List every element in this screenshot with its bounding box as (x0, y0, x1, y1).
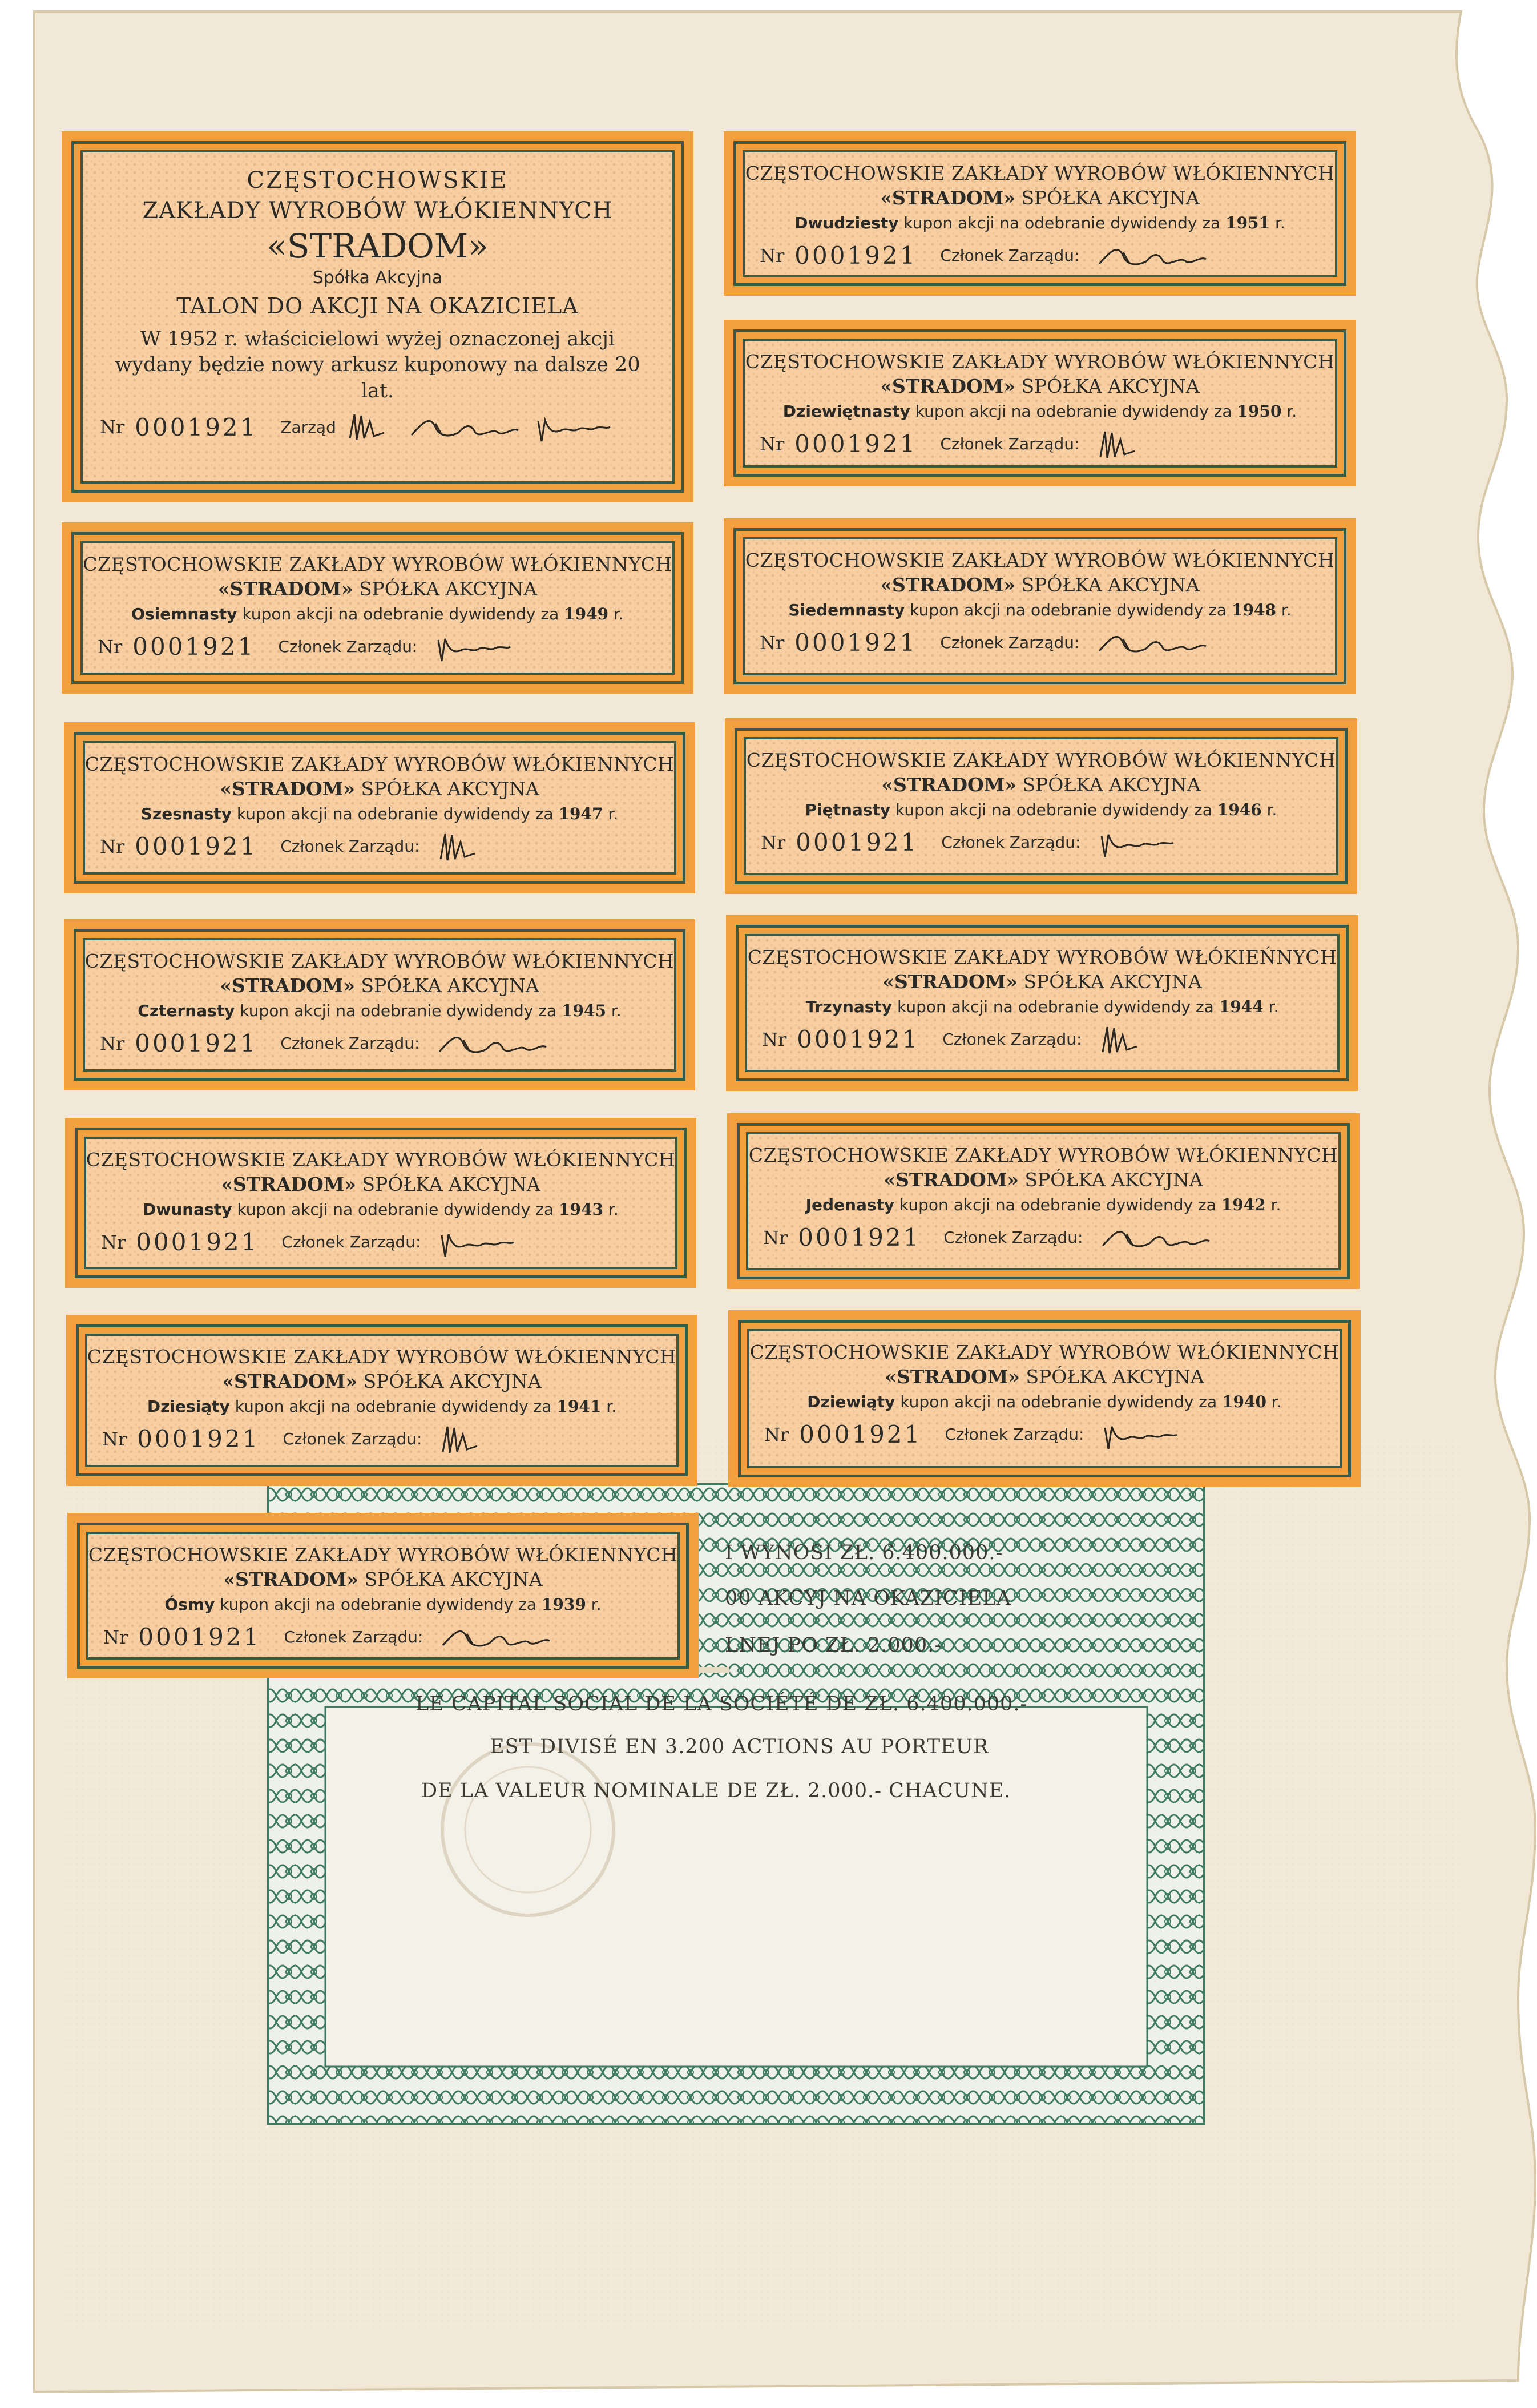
dividend-coupon (725, 718, 1357, 894)
coupon-mid-text: kupon akcji na odebranie dywidendy za (899, 1195, 1216, 1214)
coupon-stradom-name: «STRADOM» (885, 1365, 1020, 1388)
handwritten-signature-icon (1090, 1221, 1221, 1255)
coupon-stradom (884, 1169, 1203, 1191)
coupon-r: r. (606, 1396, 617, 1416)
coupon-number: 0001921 (799, 1420, 922, 1449)
coupon-sa: SPÓŁKA AKCYJNA (1021, 186, 1200, 209)
coupon-company: CZĘSTOCHOWSKIE ZAKŁADY WYROBÓW WŁÓKIENNYCH (745, 162, 1335, 184)
coupon-ordinal: Siedemnasty (788, 600, 905, 619)
coupon-stradom-name: «STRADOM» (880, 186, 1015, 209)
coupon-nr-label: Nr (762, 1028, 787, 1050)
coupon-member-label: Członek Zarządu: (284, 1628, 423, 1647)
coupon-nr-label: Nr (763, 1226, 788, 1249)
coupon-stradom (221, 1173, 540, 1196)
coupon-company: CZĘSTOCHOWSKIE ZAKŁADY WYROBÓW WŁÓKIENNYCH (84, 950, 675, 972)
handwritten-signature-icon (1087, 826, 1219, 860)
talon-title: TALON DO AKCJI NA OKAZICIELA (176, 293, 579, 319)
coupon-ordinal: Dwudziesty (794, 213, 899, 232)
coupon-mid-text: kupon akcji na odebranie dywidendy za (897, 997, 1214, 1016)
coupon-year: 1949 (564, 604, 609, 623)
talon-company-line1: CZĘSTOCHOWSKIE (247, 167, 509, 194)
capital-pl-line2: 00 AKCYJ NA OKAZICIELA (725, 1587, 1011, 1610)
coupon-company: CZĘSTOCHOWSKIE ZAKŁADY WYROBÓW WŁÓKIENNYCH (86, 1149, 676, 1171)
dividend-coupon (66, 1315, 697, 1486)
coupon-year: 1942 (1221, 1195, 1266, 1214)
coupon-member-label: Członek Zarządu: (941, 833, 1081, 852)
coupon-stradom-name: «STRADOM» (222, 1370, 357, 1392)
coupon-nr-label: Nr (101, 1231, 126, 1253)
coupon-description (147, 1396, 616, 1416)
coupon-sa: SPÓŁKA AKCYJNA (364, 1568, 543, 1590)
coupon-stradom-name: «STRADOM» (880, 573, 1015, 596)
coupon-year: 1950 (1237, 401, 1282, 421)
talon-company-line2: ZAKŁADY WYROBÓW WŁÓKIENNYCH (142, 198, 613, 224)
coupon-r: r. (608, 1199, 619, 1219)
coupon-nr-label: Nr (760, 244, 785, 267)
coupon-stradom (880, 574, 1199, 597)
coupon-description (143, 1199, 618, 1219)
coupon-stradom (223, 1568, 542, 1591)
coupon-stradom-name: «STRADOM» (217, 577, 353, 600)
coupon-sa: SPÓŁKA AKCYJNA (1022, 773, 1201, 796)
handwritten-signature-icon (1088, 1022, 1220, 1057)
coupon-number: 0001921 (798, 1223, 921, 1252)
talon-stradom: «STRADOM» (267, 227, 489, 265)
coupon-number: 0001921 (138, 1623, 261, 1652)
coupon-year: 1946 (1217, 800, 1262, 819)
coupon-ordinal: Dziewiąty (807, 1392, 895, 1411)
coupon-description (794, 213, 1285, 233)
handwritten-signature-icon (1091, 1418, 1222, 1452)
coupon-number: 0001921 (135, 1029, 258, 1058)
coupon-member-label: Członek Zarządu: (940, 434, 1080, 454)
talon-notice-line1: W 1952 r. właścicielowi wyżej oznaczonej akcji (140, 327, 615, 351)
coupon-nr-label: Nr (98, 635, 123, 658)
coupon-company: CZĘSTOCHOWSKIE ZAKŁADY WYROBÓW WŁÓKIENNYCH (88, 1544, 678, 1566)
coupon-stradom-name: «STRADOM» (882, 970, 1018, 993)
coupon-ordinal: Piętnasty (805, 800, 891, 819)
coupon-mid-text: kupon akcji na odebranie dywidendy za (900, 1392, 1217, 1411)
coupon-stradom-name: «STRADOM» (880, 375, 1015, 397)
coupon-stradom-name: «STRADOM» (220, 974, 355, 997)
coupon-r: r. (1266, 800, 1277, 819)
coupon-stradom-name: «STRADOM» (223, 1568, 358, 1590)
handwritten-signature-icon (429, 1422, 560, 1456)
capital-pl-line3: LNEJ PO ZŁ. 2.000.- (725, 1634, 942, 1657)
coupon-mid-text: kupon akcji na odebranie dywidendy za (895, 800, 1212, 819)
capital-fr-line2: EST DIVISÉ EN 3.200 ACTIONS AU PORTEUR (490, 1735, 989, 1758)
coupon-year: 1947 (558, 804, 603, 823)
coupon-mid-text: kupon akcji na odebranie dywidendy za (903, 213, 1221, 232)
coupon-sa: SPÓŁKA AKCYJNA (1026, 1365, 1204, 1388)
coupon-description (788, 600, 1291, 620)
coupon-year: 1939 (541, 1594, 586, 1614)
coupon-mid-text: kupon akcji na odebranie dywidendy za (242, 604, 559, 623)
coupon-sa: SPÓŁKA AKCYJNA (1024, 1168, 1203, 1191)
coupon-member-label: Członek Zarządu: (940, 633, 1080, 653)
coupon-member-label: Członek Zarządu: (280, 837, 420, 856)
coupon-stradom-name: «STRADOM» (884, 1168, 1019, 1191)
dividend-coupon (64, 919, 695, 1090)
handwritten-signature-icon (426, 1026, 558, 1061)
coupon-nr-label: Nr (103, 1626, 128, 1648)
coupon-stradom (880, 187, 1199, 210)
coupon-stradom (222, 1370, 541, 1393)
coupon-ordinal: Dwunasty (143, 1199, 232, 1219)
handwritten-signature-icon (1086, 626, 1217, 660)
handwritten-signature-icon (427, 1225, 559, 1259)
talon-coupon (62, 131, 693, 502)
handwritten-signature-icon (407, 410, 521, 444)
coupon-sa: SPÓŁKA AKCYJNA (362, 1173, 540, 1195)
coupon-company: CZĘSTOCHOWSKIE ZAKŁADY WYROBÓW WŁÓKIENNYCH (745, 549, 1335, 571)
coupon-year: 1940 (1222, 1392, 1266, 1411)
coupon-mid-text: kupon akcji na odebranie dywidendy za (237, 1199, 554, 1219)
coupon-number: 0001921 (797, 1025, 920, 1054)
coupon-r: r. (1271, 1392, 1282, 1411)
dividend-coupon (726, 915, 1358, 1091)
coupon-year: 1941 (556, 1396, 602, 1416)
coupon-stradom (880, 375, 1199, 398)
handwritten-signature-icon (424, 630, 555, 664)
coupon-number: 0001921 (794, 430, 918, 458)
coupon-member-label: Członek Zarządu: (278, 637, 418, 657)
coupon-stradom-name: «STRADOM» (881, 773, 1016, 796)
coupon-company: CZĘSTOCHOWSKIE ZAKŁADY WYROBÓW WŁÓKIENNYCH (746, 749, 1336, 771)
coupon-number: 0001921 (135, 832, 258, 861)
coupon-stradom (881, 774, 1200, 796)
coupon-company: CZĘSTOCHOWSKIE ZAKŁADY WYROBÓW WŁÓKIENNYCH (745, 351, 1335, 373)
coupon-ordinal: Trzynasty (805, 997, 893, 1016)
coupon-sa: SPÓŁKA AKCYJNA (1021, 375, 1200, 397)
coupon-number: 0001921 (137, 1425, 260, 1453)
coupon-year: 1943 (559, 1199, 603, 1219)
coupon-ordinal: Szesnasty (140, 804, 232, 823)
coupon-ordinal: Osiemnasty (131, 604, 237, 623)
coupon-sa: SPÓŁKA AKCYJNA (361, 974, 539, 997)
dividend-coupon (67, 1513, 699, 1678)
coupon-description (141, 804, 619, 824)
coupon-ordinal: Jedenasty (805, 1195, 895, 1214)
coupon-r: r. (608, 804, 619, 823)
dividend-coupon (724, 131, 1356, 296)
coupon-r: r. (591, 1594, 602, 1614)
coupon-mid-text: kupon akcji na odebranie dywidendy za (220, 1594, 536, 1614)
coupon-r: r. (613, 604, 624, 623)
coupon-stradom (220, 778, 539, 800)
coupon-description (807, 1392, 1281, 1412)
coupon-description (783, 401, 1297, 421)
handwritten-signature-icon (344, 410, 396, 444)
coupon-stradom (218, 578, 537, 601)
coupon-number: 0001921 (796, 828, 919, 857)
coupon-year: 1944 (1219, 997, 1264, 1016)
coupon-mid-text: kupon akcji na odebranie dywidendy za (235, 1396, 552, 1416)
coupon-nr-label: Nr (102, 1428, 127, 1450)
coupon-r: r. (1274, 213, 1285, 232)
coupon-nr-label: Nr (764, 1423, 789, 1445)
coupon-ordinal: Dziewiętnasty (782, 401, 910, 421)
coupon-company: CZĘSTOCHOWSKIE ZAKŁADY WYROBÓW WŁÓKIENNYCH (83, 553, 672, 575)
coupon-nr-label: Nr (760, 433, 785, 455)
coupon-sa: SPÓŁKA AKCYJNA (1021, 573, 1200, 596)
dividend-coupon (724, 320, 1356, 486)
coupon-company: CZĘSTOCHOWSKIE ZAKŁADY WYROBÓW WŁÓKIENNYCH (748, 1144, 1338, 1166)
coupon-year: 1951 (1225, 213, 1270, 232)
capital-fr-line1: LE CAPITAL SOCIAL DE LA SOCIÉTÉ DE ZŁ. 6.400.000.- (415, 1693, 1028, 1716)
dividend-coupon (62, 522, 693, 694)
coupon-number: 0001921 (136, 1228, 259, 1257)
coupon-stradom-name: «STRADOM» (221, 1173, 356, 1195)
dividend-coupon (64, 722, 695, 893)
coupon-r: r. (1268, 997, 1279, 1016)
coupon-number: 0001921 (794, 629, 918, 657)
coupon-company: CZĘSTOCHOWSKIE ZAKŁADY WYROBÓW WŁÓKIENNYCH (749, 1341, 1340, 1363)
coupon-number: 0001921 (132, 633, 256, 661)
coupon-company: CZĘSTOCHOWSKIE ZAKŁADY WYROBÓW WŁÓKIEŃNYCH (747, 946, 1337, 968)
coupon-ordinal: Czternasty (138, 1001, 235, 1020)
coupon-company: CZĘSTOCHOWSKIE ZAKŁADY WYROBÓW WŁÓKIENNYCH (87, 1346, 677, 1368)
coupon-stradom (220, 975, 539, 997)
coupon-member-label: Członek Zarządu: (283, 1430, 422, 1449)
talon-board-label: Zarząd (280, 417, 336, 437)
dividend-coupon (65, 1118, 696, 1288)
coupon-description (164, 1594, 601, 1614)
coupon-description (138, 1001, 621, 1021)
coupon-r: r. (1281, 600, 1292, 619)
coupon-sa: SPÓŁKA AKCYJNA (361, 777, 539, 800)
coupon-description (805, 800, 1277, 820)
capital-fr-line3: DE LA VALEUR NOMINALE DE ZŁ. 2.000.- CHACUNE. (421, 1779, 1011, 1802)
coupon-nr-label: Nr (100, 1032, 125, 1054)
coupon-mid-text: kupon akcji na odebranie dywidendy za (915, 401, 1232, 421)
coupon-member-label: Członek Zarządu: (945, 1425, 1084, 1444)
embossed-seal-icon (434, 1735, 622, 1924)
coupon-sa: SPÓŁKA AKCYJNA (363, 1370, 542, 1392)
handwritten-signature-icon (426, 829, 558, 864)
coupon-ordinal: Dziesiąty (147, 1396, 230, 1416)
coupon-ordinal: Ósmy (164, 1594, 215, 1614)
coupon-mid-text: kupon akcji na odebranie dywidendy za (236, 804, 554, 823)
coupon-member-label: Członek Zarządu: (281, 1233, 421, 1252)
coupon-year: 1945 (562, 1001, 606, 1020)
coupon-description (806, 1195, 1281, 1215)
dividend-coupon (724, 518, 1356, 694)
coupon-r: r. (611, 1001, 622, 1020)
handwritten-signature-icon (430, 1620, 561, 1654)
handwritten-signature-icon (1086, 427, 1217, 461)
dividend-coupon (728, 1310, 1361, 1487)
talon-notice-line2: wydany będzie nowy arkusz kuponowy na dalsze 20 lat. (115, 353, 640, 402)
coupon-member-label: Członek Zarządu: (942, 1030, 1082, 1049)
coupon-stradom (882, 971, 1201, 993)
coupon-member-label: Członek Zarządu: (940, 246, 1080, 265)
handwritten-signature-icon (532, 410, 612, 444)
coupon-mid-text: kupon akcji na odebranie dywidendy za (910, 600, 1227, 619)
coupon-nr-label: Nr (760, 631, 785, 654)
coupon-nr-label: Nr (761, 831, 786, 853)
capital-pl-line1: I WYNOSI ZŁ. 6.400.000.- (725, 1541, 1003, 1564)
handwritten-signature-icon (1086, 239, 1217, 273)
dividend-coupon (727, 1113, 1360, 1289)
coupon-stradom (885, 1366, 1204, 1388)
coupon-sa: SPÓŁKA AKCYJNA (358, 577, 538, 600)
coupon-company: CZĘSTOCHOWSKIE ZAKŁADY WYROBÓW WŁÓKIENNYCH (84, 753, 675, 775)
coupon-r: r. (1286, 401, 1297, 421)
talon-number: 0001921 (135, 413, 258, 441)
coupon-sa: SPÓŁKA AKCYJNA (1023, 970, 1202, 993)
coupon-number: 0001921 (794, 241, 918, 270)
coupon-description (131, 604, 624, 624)
coupon-member-label: Członek Zarządu: (943, 1228, 1083, 1247)
coupon-mid-text: kupon akcji na odebranie dywidendy za (240, 1001, 557, 1020)
coupon-member-label: Członek Zarządu: (280, 1034, 420, 1053)
coupon-year: 1948 (1232, 600, 1276, 619)
coupon-stradom-name: «STRADOM» (220, 777, 355, 800)
talon-spolka: Spółka Akcyjna (312, 267, 443, 288)
talon-notice (100, 327, 655, 405)
talon-nr-label: Nr (100, 416, 125, 438)
coupon-description (806, 997, 1279, 1017)
coupon-nr-label: Nr (100, 835, 125, 857)
coupon-r: r. (1270, 1195, 1281, 1214)
